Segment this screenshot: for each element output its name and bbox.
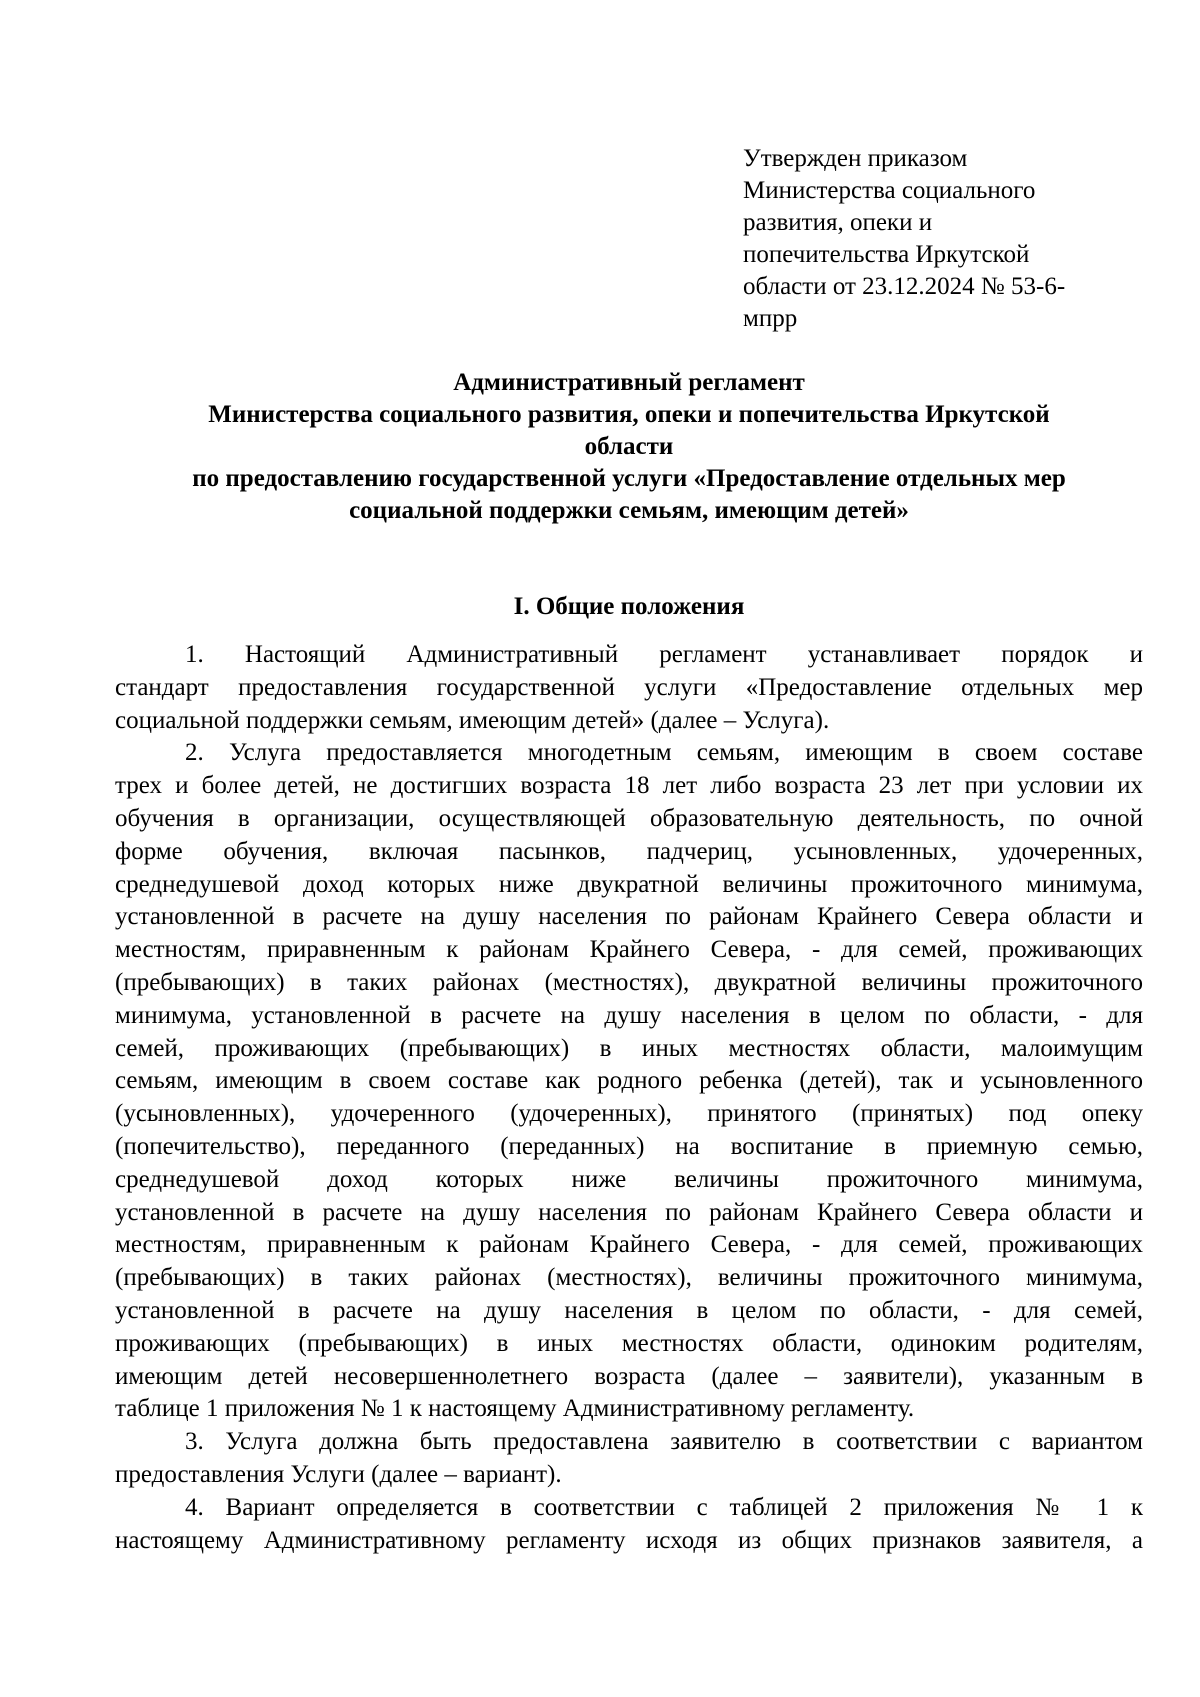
title-line: Административный регламент — [453, 369, 805, 396]
section-body — [115, 639, 1143, 1557]
paragraph-line: установленной в расчете на душу населения в целом по области, - для семей, — [115, 1296, 1143, 1324]
approval-line: Министерства социального — [743, 177, 1036, 204]
paragraph-line: (пребывающих) в таких районах (местностях), величины прожиточного минимума, — [115, 1264, 1143, 1292]
title-line: Министерства социального развития, опеки и попечительства Иркутской — [208, 401, 1050, 428]
paragraph-line: семей, проживающих (пребывающих) в иных местностях области, малоимущим — [115, 1034, 1143, 1062]
paragraph-line: установленной в расчете на душу населения по районам Крайнего Севера области и — [115, 903, 1143, 931]
title-line: по предоставлению государственной услуги «Предоставление отдельных мер — [192, 465, 1066, 492]
paragraph-line: таблице 1 приложения № 1 к настоящему Административному регламенту. — [115, 1395, 915, 1423]
title-line: социальной поддержки семьям, имеющим детей» — [349, 497, 909, 524]
paragraph-4 — [115, 1492, 1143, 1558]
paragraph-line: местностям, приравненным к районам Крайнего Севера, - для семей, проживающих — [115, 1231, 1143, 1259]
paragraph-line: 1. Настоящий Административный регламент устанавливает порядок и — [185, 641, 1143, 668]
section-heading: I. Общие положения — [513, 593, 745, 620]
paragraph-line: (усыновленных), удочеренного (удочеренных), принятого (принятых) под опеку — [115, 1100, 1143, 1128]
paragraph-line: проживающих (пребывающих) в иных местностях области, одиноким родителям, — [115, 1329, 1143, 1357]
paragraph-line: стандарт предоставления государственной услуги «Предоставление отдельных мер — [115, 673, 1143, 701]
paragraph-line: предоставления Услуги (далее – вариант). — [115, 1460, 562, 1488]
paragraph-line: трех и более детей, не достигших возраста 18 лет либо возраста 23 лет при условии их — [115, 772, 1143, 800]
paragraph-line: среднедушевой доход которых ниже величины прожиточного минимума, — [115, 1165, 1143, 1193]
paragraph-line: минимума, установленной в расчете на душу населения в целом по области, - для — [115, 1001, 1143, 1029]
approval-line: мпрр — [743, 305, 798, 332]
paragraph-line: (попечительство), переданного (переданных) на воспитание в приемную семью, — [115, 1132, 1143, 1160]
paragraph-line: социальной поддержки семьям, имеющим детей» (далее – Услуга). — [115, 706, 830, 734]
paragraph-line: (пребывающих) в таких районах (местностях), двукратной величины прожиточного — [115, 968, 1143, 996]
approval-line: Утвержден приказом — [743, 145, 968, 172]
paragraph-line: настоящему Административному регламенту исходя из общих признаков заявителя, а — [115, 1526, 1143, 1554]
approval-line: попечительства Иркутской — [743, 241, 1030, 268]
paragraph-line: 2. Услуга предоставляется многодетным семьям, имеющим в своем составе — [185, 739, 1143, 767]
approval-stamp — [743, 143, 1128, 335]
paragraph-1 — [115, 639, 1143, 737]
approval-line: развития, опеки и — [743, 209, 933, 236]
title-line: области — [584, 433, 674, 460]
paragraph-line: обучения в организации, осуществляющей образовательную деятельность, по очной — [115, 804, 1143, 832]
document-title — [115, 367, 1143, 527]
paragraph-line: семьям, имеющим в своем составе как родного ребенка (детей), так и усыновленного — [115, 1067, 1143, 1095]
paragraph-3 — [115, 1426, 1143, 1492]
paragraph-line: 4. Вариант определяется в соответствии с таблицей 2 приложения № 1 к — [185, 1493, 1143, 1521]
approval-line: области от 23.12.2024 № 53-6- — [743, 273, 1066, 300]
paragraph-line: 3. Услуга должна быть предоставлена заявителю в соответствии с вариантом — [185, 1428, 1143, 1456]
paragraph-2 — [115, 737, 1143, 1426]
paragraph-line: установленной в расчете на душу населения по районам Крайнего Севера области и — [115, 1198, 1143, 1226]
paragraph-line: среднедушевой доход которых ниже двукратной величины прожиточного минимума, — [115, 870, 1143, 898]
paragraph-line: форме обучения, включая пасынков, падчериц, усыновленных, удочеренных, — [115, 837, 1143, 865]
paragraph-line: имеющим детей несовершеннолетнего возраста (далее – заявители), указанным в — [115, 1362, 1143, 1390]
paragraph-line: местностям, приравненным к районам Крайнего Севера, - для семей, проживающих — [115, 936, 1143, 964]
